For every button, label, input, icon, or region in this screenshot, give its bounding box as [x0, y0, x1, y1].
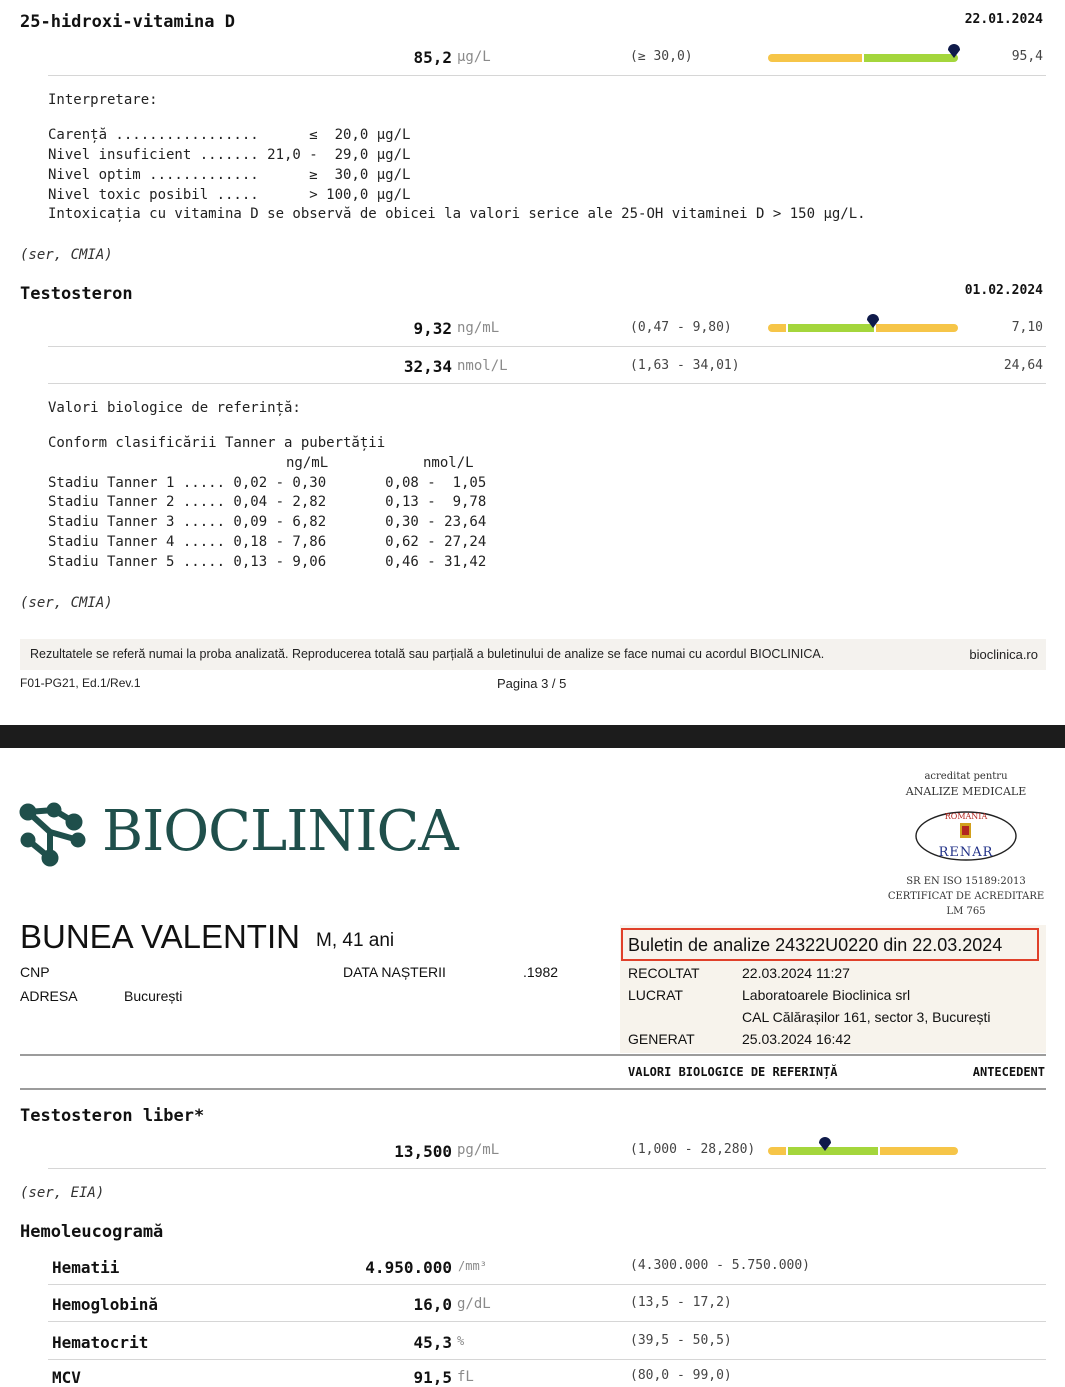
lucrat-value: Laboratoarele Bioclinica srl — [742, 987, 911, 1003]
interpretation-line: Nivel toxic posibil ..... > 100,0 µg/L — [48, 187, 411, 203]
reference-range: (1,63 - 34,01) — [630, 358, 740, 373]
method-note: (ser, EIA) — [20, 1185, 105, 1201]
divider — [20, 1054, 1046, 1056]
tanner-row: Stadiu Tanner 4 ..... 0,18 - 7,86 0,62 - 27,24 — [48, 534, 487, 550]
tanner-col-ngml: ng/mL — [286, 455, 329, 471]
header-antecedent: ANTECEDENT — [972, 1065, 1045, 1079]
result-value: 9,32 — [413, 319, 452, 338]
result-value: 91,5 — [413, 1368, 452, 1387]
accreditation-line: LM 765 — [946, 906, 986, 917]
divider — [48, 1284, 1046, 1285]
method-note: (ser, CMIA) — [20, 595, 113, 611]
range-bar — [768, 54, 958, 62]
reference-range: (80,0 - 99,0) — [630, 1368, 732, 1383]
renar-seal — [914, 810, 1018, 862]
tanner-row: Stadiu Tanner 1 ..... 0,02 - 0,30 0,08 - 1,05 — [48, 475, 487, 491]
cnp-label: CNP — [20, 964, 50, 980]
seal-top-text: ROMANIA — [944, 812, 988, 821]
result-value: 45,3 — [413, 1333, 452, 1352]
reference-range: (39,5 - 50,5) — [630, 1333, 732, 1348]
previous-value: 24,64 — [1003, 358, 1043, 373]
test-date: 22.01.2024 — [964, 12, 1043, 27]
lucrat-address: CAL Călărașilor 161, sector 3, București — [742, 1009, 991, 1025]
test-title-vitamin-d: 25-hidroxi-vitamina D — [20, 12, 235, 32]
previous-value: 95,4 — [1011, 49, 1043, 64]
bioclinica-logo-icon — [18, 800, 92, 870]
tanner-row: Stadiu Tanner 2 ..... 0,04 - 2,82 0,13 - 9,78 — [48, 494, 487, 510]
divider — [48, 1359, 1046, 1360]
divider — [48, 75, 1046, 76]
previous-value: 7,10 — [1011, 320, 1043, 335]
divider — [48, 346, 1046, 347]
patient-name: BUNEA VALENTIN — [20, 918, 300, 955]
result-unit: % — [457, 1334, 465, 1348]
accreditation-line: ANALIZE MEDICALE — [905, 785, 1027, 798]
dob-label: DATA NAȘTERII — [343, 964, 446, 980]
footer-site[interactable]: bioclinica.ro — [969, 647, 1038, 662]
tanner-row: Stadiu Tanner 3 ..... 0,09 - 6,82 0,30 - 23,64 — [48, 514, 487, 530]
result-unit: nmol/L — [457, 358, 508, 374]
result-unit: g/dL — [457, 1296, 491, 1312]
result-value: 16,0 — [413, 1295, 452, 1314]
address-value: București — [124, 988, 183, 1004]
form-code: F01-PG21, Ed.1/Rev.1 — [20, 676, 141, 690]
test-title-testosteron-liber: Testosteron liber* — [20, 1106, 205, 1126]
patient-sex-age: M, 41 ani — [316, 930, 395, 951]
tanner-title: Conform clasificării Tanner a pubertății — [48, 435, 386, 451]
interpretation-line: Carență ................. ≤ 20,0 µg/L — [48, 127, 411, 143]
header-reference: VALORI BIOLOGICE DE REFERINȚĂ — [628, 1065, 838, 1079]
tanner-col-nmol: nmol/L — [423, 455, 474, 471]
page-number: Pagina 3 / 5 — [497, 676, 567, 691]
footer-disclaimer: Rezultatele se referă numai la proba analizată. Reproducerea totală sau parțială a buletinului de analize se face numai cu acordul BIOCLINICA. — [30, 647, 825, 661]
hemo-row-name: Hematocrit — [52, 1333, 149, 1352]
seal-bottom-text: RENAR — [938, 845, 994, 860]
address-label: ADRESA — [20, 988, 78, 1004]
reference-range: (0,47 - 9,80) — [630, 320, 732, 335]
result-value: 85,2 — [413, 48, 452, 67]
dob-value: .1982 — [523, 964, 559, 980]
recoltat-label: RECOLTAT — [628, 965, 700, 981]
hemo-row-name: MCV — [52, 1368, 81, 1387]
bulletin-title: Buletin de analize 24322U0220 din 22.03.2024 — [628, 935, 1003, 955]
result-unit: ng/mL — [457, 320, 500, 336]
accreditation-line: CERTIFICAT DE ACREDITARE — [887, 891, 1045, 902]
interpretation-title: Interpretare: — [48, 92, 158, 108]
result-unit: /mm³ — [458, 1259, 487, 1273]
divider — [20, 1088, 1046, 1090]
result-marker — [818, 1137, 832, 1151]
result-unit: µg/L — [457, 49, 491, 65]
generat-label: GENERAT — [628, 1031, 695, 1047]
generat-value: 25.03.2024 16:42 — [742, 1031, 851, 1047]
result-unit: pg/mL — [457, 1142, 500, 1158]
result-marker — [866, 314, 880, 328]
section-title-hemoleucograma: Hemoleucogramă — [20, 1222, 164, 1242]
lucrat-label: LUCRAT — [628, 987, 683, 1003]
accreditation-line: SR EN ISO 15189:2013 — [906, 876, 1026, 887]
reference-range: (1,000 - 28,280) — [630, 1142, 756, 1157]
reference-range: (≥ 30,0) — [630, 49, 693, 64]
result-value: 13,500 — [394, 1142, 452, 1161]
hemo-row-name: Hematii — [52, 1258, 120, 1277]
interpretation-line: Intoxicația cu vitamina D se observă de obicei la valori serice ale 25-OH vitaminei D > 150 µg/L. — [48, 206, 866, 222]
page-separator — [0, 725, 1065, 748]
reference-range: (13,5 - 17,2) — [630, 1295, 732, 1310]
interpretation-line: Nivel insuficient ....... 21,0 - 29,0 µg/L — [48, 147, 411, 163]
range-bar — [768, 324, 958, 332]
result-value: 32,34 — [403, 357, 452, 376]
range-bar — [768, 1147, 958, 1155]
brand-name: BIOCLINICA — [102, 799, 458, 864]
test-title-testosteron: Testosteron — [20, 284, 133, 304]
method-note: (ser, CMIA) — [20, 247, 113, 263]
result-unit: fL — [457, 1369, 474, 1385]
result-marker — [947, 44, 961, 58]
hemo-row-name: Hemoglobină — [52, 1295, 158, 1314]
tanner-row: Stadiu Tanner 5 ..... 0,13 - 9,06 0,46 - 31,42 — [48, 554, 487, 570]
divider — [48, 383, 1046, 384]
accreditation-line: acreditat pentru — [924, 771, 1008, 782]
reference-title: Valori biologice de referință: — [48, 400, 301, 416]
divider — [48, 1168, 1046, 1169]
recoltat-value: 22.03.2024 11:27 — [742, 965, 850, 981]
test-date: 01.02.2024 — [964, 283, 1043, 298]
result-value: 4.950.000 — [365, 1258, 452, 1277]
interpretation-line: Nivel optim ............. ≥ 30,0 µg/L — [48, 167, 411, 183]
footer-disclaimer-box — [20, 639, 1046, 670]
divider — [48, 1321, 1046, 1322]
reference-range: (4.300.000 - 5.750.000) — [630, 1258, 811, 1273]
